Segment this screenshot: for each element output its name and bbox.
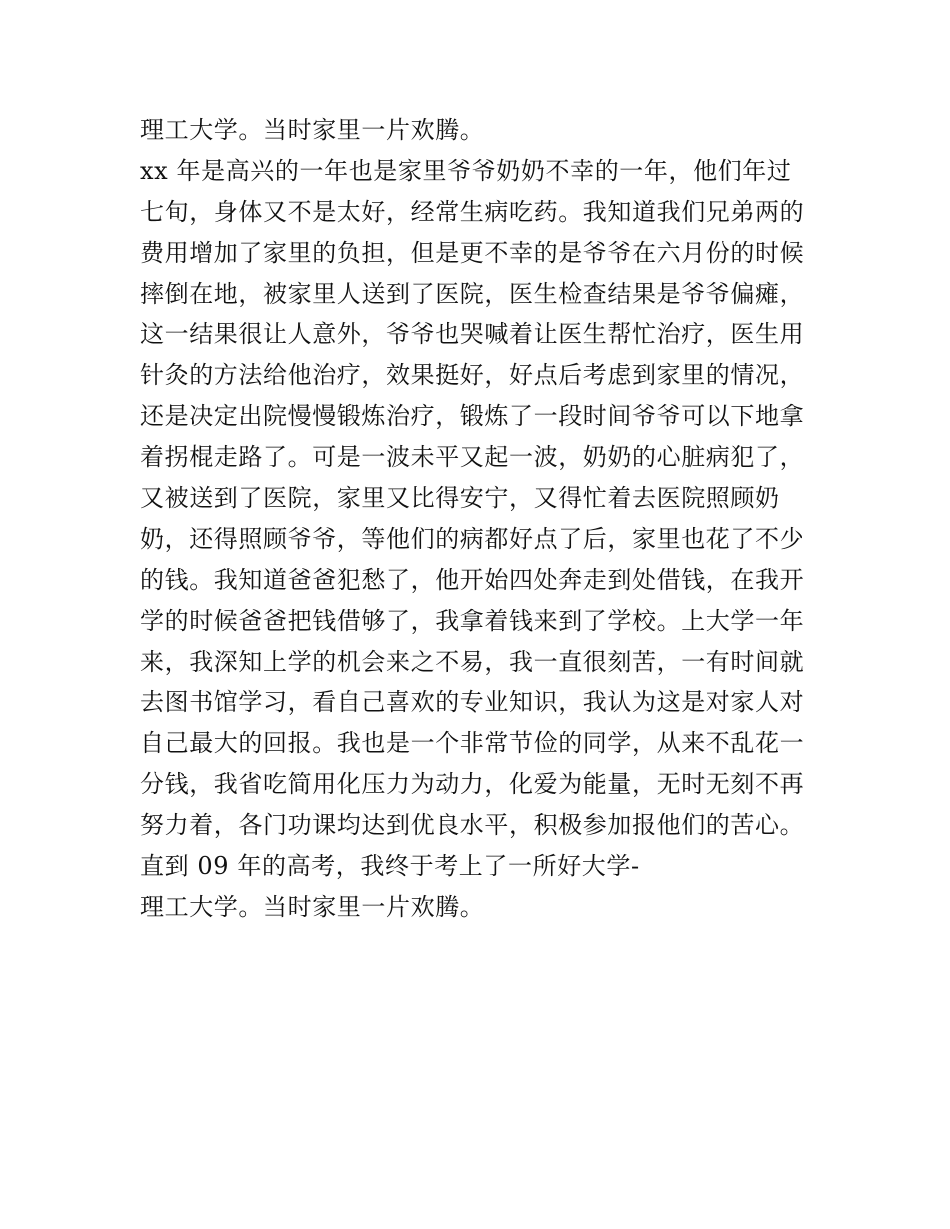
text-line: 这一结果很让人意外，爷爷也哭喊着让医生帮忙治疗，医生用	[140, 320, 805, 349]
text-line: 理工大学。当时家里一片欢腾。	[140, 116, 485, 144]
text-line: 七旬，身体又不是太好，经常生病吃药。我知道我们兄弟两的	[140, 197, 805, 226]
text-line: 分钱，我省吃简用化压力为动力，化爱为能量，无时无刻不再	[140, 770, 805, 799]
text-line: xx 年是高兴的一年也是家里爷爷奶奶不幸的一年，他们年过	[140, 156, 792, 185]
text-line: 自己最大的回报。我也是一个非常节俭的同学，从来不乱花一	[140, 729, 805, 758]
text-line: 奶，还得照顾爷爷，等他们的病都好点了后，家里也花了不少	[140, 524, 805, 553]
text-line: 理工大学。当时家里一片欢腾。	[140, 892, 485, 921]
text-line: 学的时候爸爸把钱借够了，我拿着钱来到了学校。上大学一年	[140, 606, 805, 635]
text-line: 摔倒在地，被家里人送到了医院，医生检查结果是爷爷偏瘫，	[140, 279, 805, 308]
text-line: 来，我深知上学的机会来之不易，我一直很刻苦，一有时间就	[140, 647, 805, 676]
text-line: 着拐棍走路了。可是一波未平又起一波，奶奶的心脏病犯了，	[140, 443, 805, 472]
text-line: 又被送到了医院，家里又比得安宁，又得忙着去医院照顾奶	[140, 484, 780, 513]
text-line: 努力着，各门功课均达到优良水平，积极参加报他们的苦心。	[140, 811, 805, 840]
body-text	[140, 110, 820, 928]
text-line: 还是决定出院慢慢锻炼治疗，锻炼了一段时间爷爷可以下地拿	[140, 402, 805, 431]
text-line: 费用增加了家里的负担，但是更不幸的是爷爷在六月份的时候	[140, 238, 805, 267]
text-line: 针灸的方法给他治疗，效果挺好，好点后考虑到家里的情况，	[140, 361, 805, 390]
text-line: 的钱。我知道爸爸犯愁了，他开始四处奔走到处借钱，在我开	[140, 565, 805, 594]
text-line: 去图书馆学习，看自己喜欢的专业知识，我认为这是对家人对	[140, 688, 805, 717]
text-line: 直到 09 年的高考，我终于考上了一所好大学-	[140, 852, 640, 881]
